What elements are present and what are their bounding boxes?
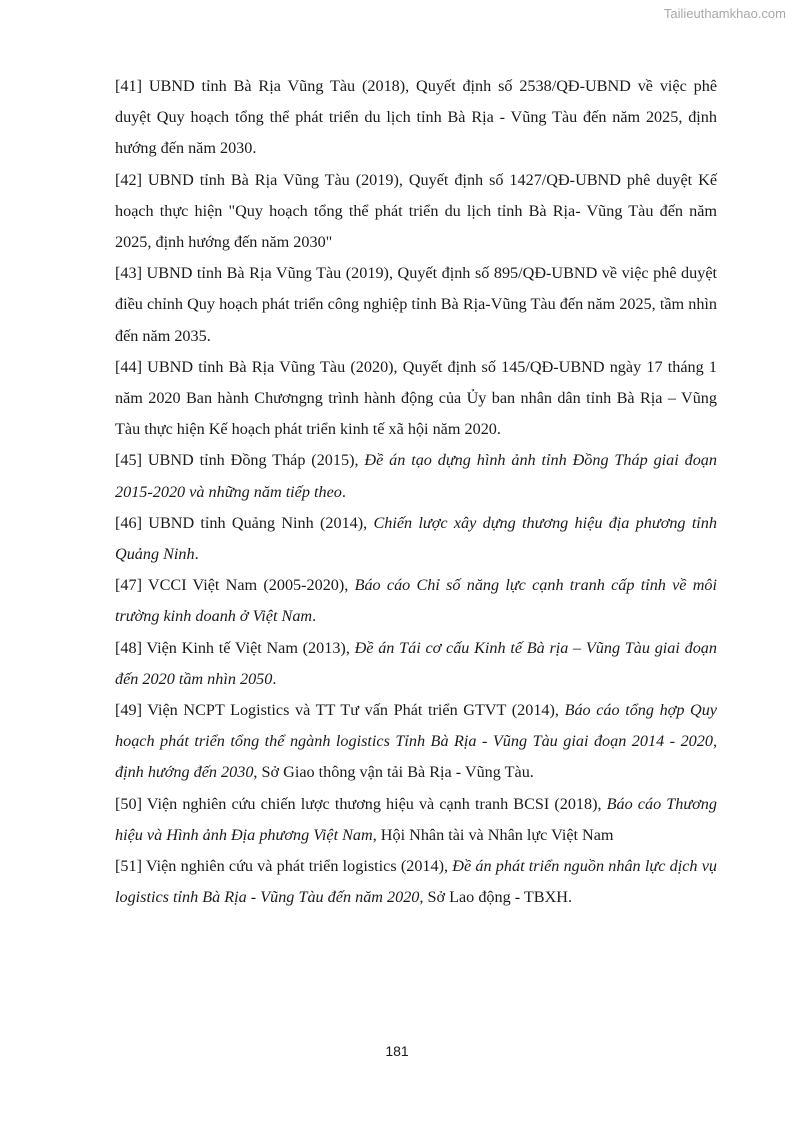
- reference-id: [41]: [115, 77, 142, 95]
- reference-51: [115, 851, 717, 913]
- reference-tail: Sở Lao động - TBXH.: [423, 888, 573, 907]
- reference-text: UBND tỉnh Bà Rịa Vũng Tàu (2020), Quyết định số 145/QĐ-UBND ngày 17 tháng 1 năm 2020 Ban hành Chươngng trình hành động của Ủy ban nhân dân tỉnh Bà Rịa – Vũng Tàu thực hiện Kế hoạch phát triển kinh tế xã hội năm 2020.: [115, 357, 718, 439]
- reference-title: Đề án Tái cơ cấu Kinh tế Bà rịa – Vũng Tàu giai đoạn đến 2020 tầm nhìn 2050: [115, 638, 717, 688]
- reference-id: [43]: [115, 264, 142, 283]
- reference-text: Viện NCPT Logistics và TT Tư vấn Phát triển GTVT (2014),: [147, 701, 565, 720]
- watermark-text: Tailieuthamkhao.com: [663, 6, 786, 21]
- reference-47: [115, 570, 717, 632]
- reference-45: [115, 445, 717, 507]
- reference-text: Viện Kinh tế Việt Nam (2013),: [146, 638, 355, 657]
- reference-title: Chiến lược xây dựng thương hiệu địa phương tỉnh Quảng Ninh: [115, 513, 717, 564]
- reference-49: [115, 695, 717, 789]
- reference-title: Đề án tạo dựng hình ảnh tỉnh Đồng Tháp giai đoạn 2015-2020 và những năm tiếp theo: [115, 451, 717, 501]
- reference-id: [48]: [115, 638, 142, 657]
- reference-title: Báo cáo tổng hợp Quy hoạch phát triển tổng thể ngành logistics Tỉnh Bà Rịa - Vũng Tàu giai đoạn 2014 - 2020, định hướng đến 2030: [115, 701, 717, 782]
- reference-id: [42]: [115, 170, 142, 189]
- reference-46: [115, 508, 717, 570]
- reference-44: [115, 352, 717, 446]
- reference-id: [50]: [115, 794, 142, 813]
- reference-42: [115, 165, 717, 259]
- reference-tail: .: [272, 669, 277, 688]
- reference-43: [115, 258, 717, 352]
- reference-title: Báo cáo Thương hiệu và Hình ảnh Địa phương Việt Nam: [115, 794, 717, 844]
- reference-id: [49]: [115, 701, 142, 720]
- reference-tail: .: [194, 545, 199, 564]
- reference-tail: , Hội Nhân tài và Nhân lực Việt Nam: [372, 825, 614, 844]
- reference-text: Viện nghiên cứu chiến lược thương hiệu và cạnh tranh BCSI (2018),: [146, 794, 607, 813]
- reference-text: Viện nghiên cứu và phát triển logistics (2014),: [145, 857, 453, 876]
- reference-text: VCCI Việt Nam (2005-2020),: [147, 576, 355, 595]
- reference-id: [46]: [115, 513, 142, 532]
- reference-id: [47]: [115, 576, 142, 595]
- reference-41: [115, 71, 717, 165]
- reference-id: [45]: [115, 451, 142, 470]
- reference-text: UBND tỉnh Bà Rịa Vũng Tàu (2019), Quyết định số 895/QĐ-UBND về việc phê duyệt điều chỉnh Quy hoạch phát triển công nghiệp tỉnh Bà Rịa-Vũng Tàu đến năm 2025, tầm nhìn đến năm 2035.: [115, 264, 718, 345]
- reference-title: Báo cáo Chỉ số năng lực cạnh tranh cấp tỉnh về môi trường kinh doanh ở Việt Nam: [115, 576, 717, 626]
- reference-tail: , Sở Giao thông vận tải Bà Rịa - Vũng Tàu.: [253, 763, 534, 782]
- page-number: 181: [385, 1043, 409, 1059]
- reference-list: [115, 71, 717, 913]
- reference-tail: .: [312, 607, 317, 626]
- reference-id: [51]: [115, 857, 142, 876]
- reference-id: [44]: [115, 357, 142, 376]
- reference-50: [115, 789, 717, 851]
- reference-title: Đề án phát triển nguồn nhân lực dịch vụ logistics tỉnh Bà Rịa - Vũng Tàu đến năm 2020,: [115, 857, 717, 907]
- reference-text: UBND tỉnh Bà Rịa Vũng Tàu (2019), Quyết định số 1427/QĐ-UBND phê duyệt Kế hoạch thực hiện "Quy hoạch tổng thể phát triển du lịch tỉnh Bà Rịa- Vũng Tàu đến năm 2025, định hướng đến năm 2030": [115, 170, 718, 252]
- reference-text: UBND tỉnh Quảng Ninh (2014),: [148, 513, 374, 532]
- reference-tail: .: [341, 482, 346, 501]
- reference-text: UBND tỉnh Bà Rịa Vũng Tàu (2018), Quyết định số 2538/QĐ-UBND về việc phê duyệt Quy hoạch tổng thể phát triển du lịch tỉnh Bà Rịa - Vũng Tàu đến năm 2025, định hướng đến năm 2030.: [115, 77, 718, 158]
- reference-text: UBND tỉnh Đồng Tháp (2015),: [147, 451, 365, 470]
- reference-48: [115, 633, 717, 695]
